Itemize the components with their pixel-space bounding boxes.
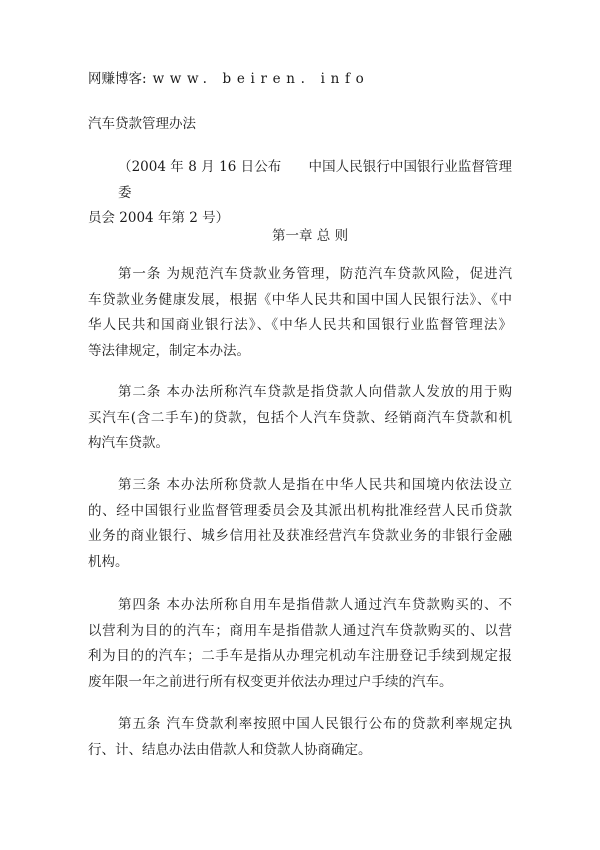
article-3 (88, 473, 512, 575)
article-3-line-3: 业务的商业银行、城乡信用社及获准经营汽车贷款业务的非银行金融 (88, 528, 512, 544)
article-3-line-2: 的、经中国银行业监督管理委员会及其派出机构批准经营人民币贷款 (88, 502, 512, 519)
article-5 (88, 712, 512, 763)
article-1 (88, 262, 512, 364)
article-4-line-1: 第四条 本办法所称自用车是指借款人通过汽车贷款购买的、不 (118, 597, 512, 613)
article-1-line-2: 车贷款业务健康发展，根据《中华人民共和国中国人民银行法》、《中 (88, 291, 512, 308)
article-2-line-3: 构汽车贷款。 (88, 435, 169, 451)
document-title: 汽车贷款管理办法 (88, 116, 196, 132)
site-header (88, 67, 512, 93)
article-5-line-1: 第五条 汽车贷款利率按照中国人民银行公布的贷款利率规定执 (118, 716, 512, 732)
chapter-heading: 第一章 总 则 (272, 228, 349, 244)
article-1-line-3: 华人民共和国商业银行法》、《中华人民共和国银行业监督管理法》 (88, 317, 512, 333)
publication-note (88, 155, 512, 232)
article-2-line-2: 买汽车(含二手车)的贷款，包括个人汽车贷款、经销商汽车贷款和机 (88, 409, 512, 426)
article-5-line-2: 行、计、结息办法由借款人和贷款人协商确定。 (88, 741, 372, 758)
site-url: www. beiren. info (152, 71, 370, 87)
article-1-line-1: 第一条 为规范汽车贷款业务管理，防范汽车贷款风险，促进汽 (118, 266, 512, 282)
article-4-line-2: 以营利为目的的汽车；商用车是指借款人通过汽车贷款购买的、以营 (88, 622, 512, 639)
article-2-line-1: 第二条 本办法所称汽车贷款是指贷款人向借款人发放的用于购 (118, 384, 512, 400)
publication-note-line-1: （2004 年 8 月 16 日公布 中国人民银行中国银行业监督管理委 (118, 159, 512, 201)
article-4-line-4: 废年限一年之前进行所有权变更并依法办理过户手续的汽车。 (88, 673, 453, 690)
article-4-line-3: 利为目的的汽车；二手车是指从办理完机动车注册登记手续到规定报 (88, 648, 512, 664)
article-2 (88, 380, 512, 457)
publication-note-line-2: 员会 2004 年第 2 号） (88, 210, 230, 226)
article-3-line-4: 机构。 (88, 553, 129, 570)
article-4 (88, 593, 512, 695)
article-1-line-4: 等法律规定，制定本办法。 (88, 342, 250, 359)
site-label: 网赚博客: (88, 71, 147, 87)
article-3-line-1: 第三条 本办法所称贷款人是指在中华人民共和国境内依法设立 (118, 477, 512, 493)
